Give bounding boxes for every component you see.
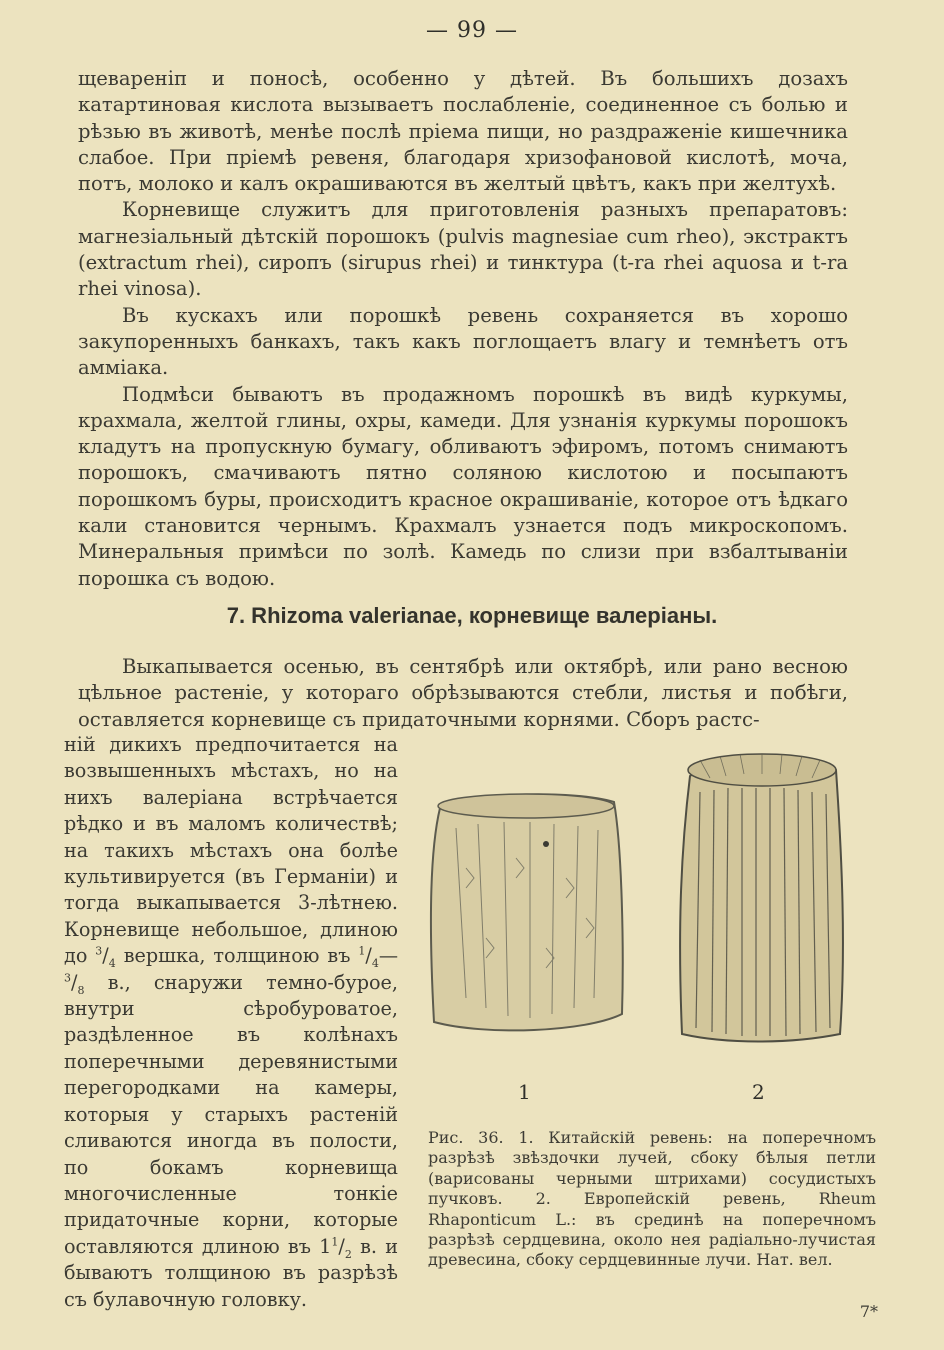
fraction-numerator: 3 <box>64 971 71 985</box>
signature-mark: 7* <box>859 1302 878 1321</box>
fraction-denominator: 8 <box>77 983 85 997</box>
fraction-numerator: 3 <box>95 944 103 958</box>
text-span: ній дикихъ предпочитается на возвышенныхъ мѣстахъ, но на нихъ валеріана встрѣчается рѣдко и въ маломъ количествѣ; на такихъ мѣстахъ она болѣе культивируется (въ Германіи) и тогда выкапывается 3-лѣтнею. Корневище небольшое, длиною до <box>64 733 398 968</box>
intro-text <box>78 66 848 592</box>
paragraph: щевареніп и поносѣ, особенно у дѣтей. Въ большихъ дозахъ катартиновая кислота вызываетъ послабленіе, соединенное съ болью и рѣзью въ животѣ, менѣе послѣ пріема пищи, но раздраженіе кишечника слабое. При пріемѣ ревеня, благодаря хризофановой кислотѣ, моча, потъ, молоко и калъ окрашиваются въ желтый цвѣтъ, какъ при желтухѣ. <box>78 67 848 196</box>
fraction-numerator: 1 <box>331 1235 339 1249</box>
fraction-numerator: 1 <box>358 944 366 958</box>
text-span: в. и бываютъ толщиною въ разрѣзѣ съ булавочную головку. <box>64 1234 398 1311</box>
fraction-denominator: 2 <box>344 1247 352 1261</box>
section-intro <box>78 654 848 733</box>
figure-36 <box>420 740 880 1120</box>
page-number: — 99 — <box>426 18 518 43</box>
text-span: в., снаружи темно-бурое, внутри сѣробуроватое, раздѣленное въ колѣнахъ поперечными деревянистыми перегородками на камеры, которыя у старыхъ растеній сливаются иногда въ полости, по бокамъ корневища многочисленные тонкіе придаточные корни, которые оставляются длиною въ 1 <box>64 970 398 1258</box>
paragraph: Корневище служитъ для приготовленія разныхъ препаратовъ: магнезіальный дѣтскій порошокъ (pulvis magnesiae cum rheo), экстрактъ (extractum rhei), сиропъ (sirupus rhei) и тинктура (t-ra rhei aquosa и t-ra rhei vinosa). <box>78 198 848 301</box>
figure-label-1: 1 <box>518 1080 531 1104</box>
paragraph: ній дикихъ предпочитается на возвышенныхъ мѣстахъ, но на нихъ валеріана встрѣчается рѣдко и въ маломъ количествѣ; на такихъ мѣстахъ она болѣе культивируется (въ Германіи) и тогда выкапывается 3-лѣтнею. Корневище небольшое, длиною до $^3/_4$ вершка, толщиною въ $^1/_4—^3/_8$ в., снаружи темно-бурое, внутри сѣробуроватое, раздѣленное въ колѣнахъ поперечными деревянистыми перегородками на камеры, которыя у старыхъ растеній сливаются иногда въ полости, по бокамъ корневища многочисленные тонкіе придаточные корни, которые оставляются длиною въ $1^1/_2$ в. и бываютъ толщиною въ разрѣзѣ съ булавочную головку. <box>64 733 398 1311</box>
chinese-rhubarb-illustration <box>426 788 626 1040</box>
paragraph: Подмѣси бываютъ въ продажномъ порошкѣ въ видѣ куркумы, крахмала, желтой глины, охры, камеди. Для узнанія куркумы порошокъ кладутъ на пропускную бумагу, обливаютъ эфиромъ, потомъ снимаютъ порошокъ, смачиваютъ пятно соляною кислотою и посыпаютъ порошкомъ буры, происходитъ красное окрашиваніе, которое отъ ѣдкаго кали становится чернымъ. Крахмалъ узнается подъ микроскопомъ. Минеральныя примѣси по золѣ. Камедь по слизи при взбалтываніи порошка съ водою. <box>78 382 848 590</box>
section-heading: 7. Rhizoma valerianae, корневище валеріаны. <box>226 603 718 628</box>
fraction-denominator: 4 <box>371 957 379 971</box>
dash: — <box>378 944 398 968</box>
european-rhubarb-illustration <box>670 748 848 1046</box>
fraction-denominator: 4 <box>108 957 116 971</box>
paragraph: Выкапывается осенью, въ сентябрѣ или октябрѣ, или рано весною цѣльное растеніе, у котораго обрѣзываются стебли, листья и побѣги, оставляется корневище съ придаточными корнями. Сборъ растс- <box>78 655 848 731</box>
text-span: вершка, толщиною въ <box>115 944 359 968</box>
figure-caption: Рис. 36. 1. Китайскій ревень: на поперечномъ разрѣзѣ звѣздочки лучей, сбоку бѣлыя петли (варисованы черными штрихами) сосудистыхъ пучковъ. 2. Европейскій ревень, Rheum Rhaponticum L.: въ срединѣ на поперечномъ разрѣзѣ сердцевина, около нея радіально-лучистая древесина, сбоку сердцевинные лучи. Нат. вел. <box>428 1128 876 1270</box>
paragraph: Въ кускахъ или порошкѣ ревень сохраняется въ хорошо закупоренныхъ банкахъ, такъ какъ поглощаетъ влагу и темнѣетъ отъ амміака. <box>78 303 848 380</box>
figure-label-2: 2 <box>752 1080 765 1104</box>
left-column-text <box>64 732 398 1313</box>
